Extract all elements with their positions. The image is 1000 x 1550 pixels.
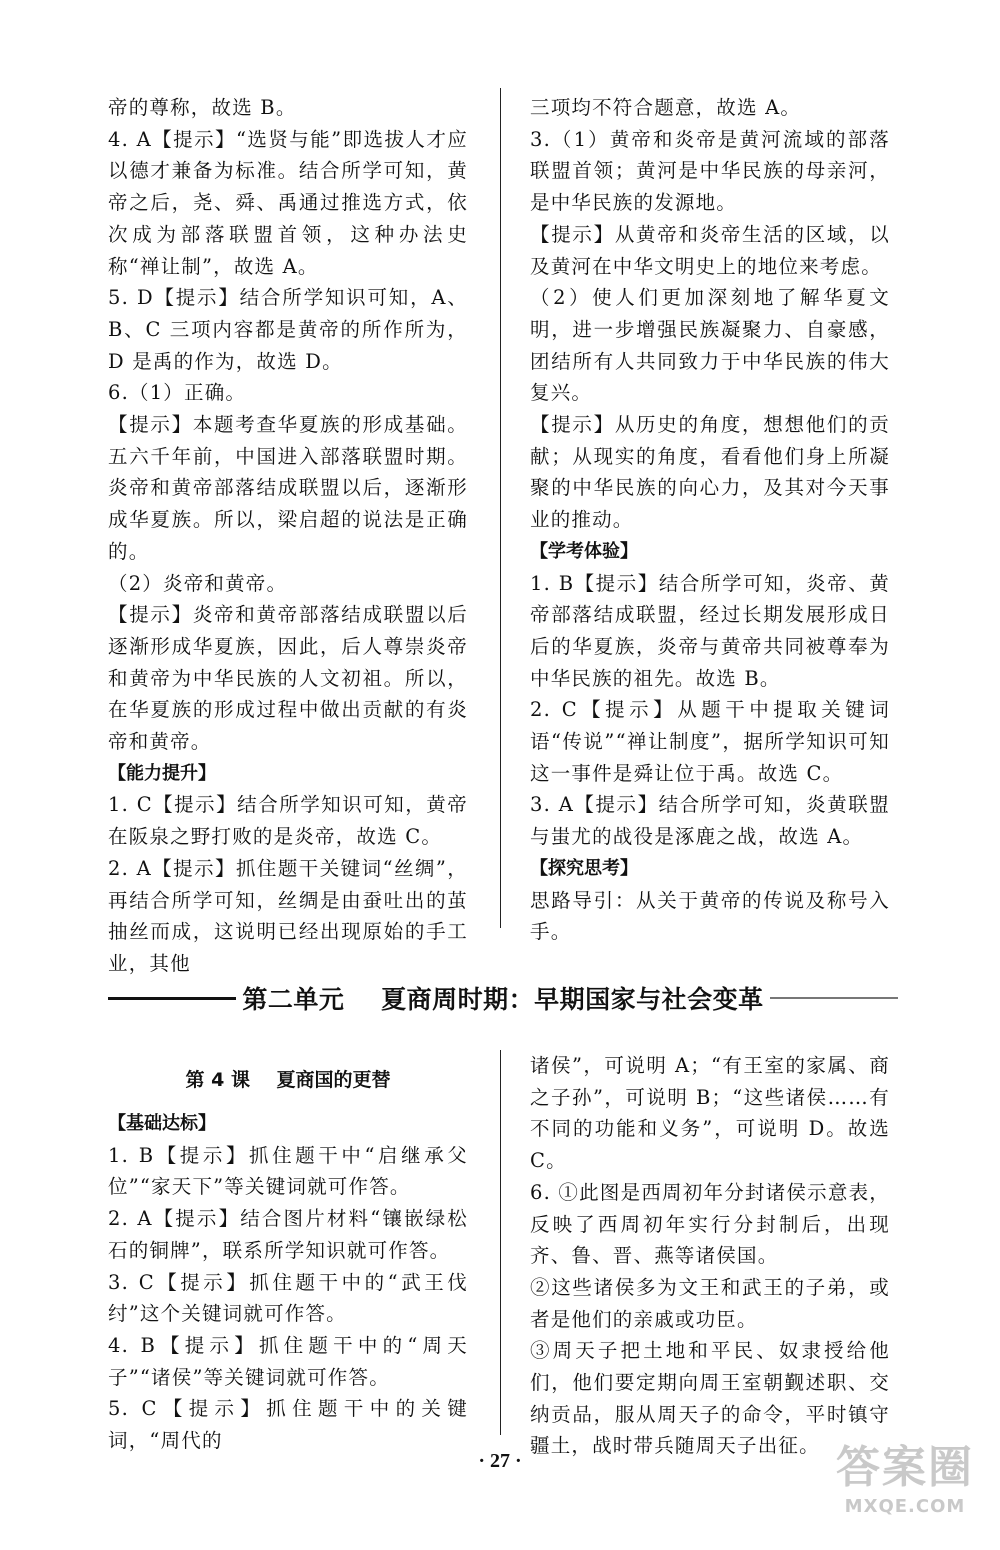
column-divider-bottom xyxy=(500,1050,501,1435)
lesson-title: 第 4 课 夏商国的更替 xyxy=(185,1069,391,1091)
right-column-top xyxy=(530,92,890,948)
heading-rule-left xyxy=(108,997,236,1000)
section-heading: 【探究思考】 xyxy=(530,857,638,879)
paragraph: ②这些诸侯多为文王和武王的子弟，或者是他们的亲戚或功臣。 xyxy=(530,1275,890,1331)
paragraph: 6. ①此图是西周初年分封诸侯示意表，反映了西周初年实行分封制后，出现齐、鲁、晋、燕等诸侯国。 xyxy=(530,1180,890,1268)
watermark-text: 答案圈 xyxy=(836,1442,974,1493)
paragraph: ③周天子把土地和平民、奴隶授给他们，他们要定期向周王室朝觐述职、交纳贡品，服从周天子的命令，平时镇守疆土，战时带兵随周天子出征。 xyxy=(530,1339,890,1458)
unit-heading xyxy=(108,978,898,1018)
section-heading: 【能力提升】 xyxy=(108,762,216,784)
section-heading: 【基础达标】 xyxy=(108,1113,216,1134)
column-divider-top xyxy=(500,88,501,928)
unit-title: 第二单元 夏商周时期：早期国家与社会变革 xyxy=(242,985,764,1014)
paragraph: （2）使人们更加深刻地了解华夏文明，进一步增强民族凝聚力、自豪感，团结所有人共同致力于中华民族的伟大复兴。 xyxy=(530,286,890,405)
paragraph: 5. C【提示】抓住题干中的关键词，“周代的 xyxy=(108,1397,468,1453)
paragraph: 帝的尊称，故选 B。 xyxy=(108,96,297,119)
paragraph: 6.（1）正确。 xyxy=(108,381,247,405)
left-column-top xyxy=(108,92,468,980)
paragraph: 诸侯”，可说明 A；“有王室的家属、商之子孙”，可说明 B；“这些诸侯……有不同的功能和义务”，可说明 D。故选 C。 xyxy=(530,1054,890,1173)
watermark-url: MXQE.COM xyxy=(844,1496,966,1517)
paragraph: 5. D【提示】结合所学知识可知，A、B、C 三项内容都是黄帝的所作所为，D 是禹的作为，故选 D。 xyxy=(108,286,468,373)
left-column-bottom xyxy=(108,1064,468,1457)
paragraph: 2. C【提示】从题干中提取关键词语“传说”“禅让制度”，据所学知识可知这一事件是舜让位于禹。故选 C。 xyxy=(530,698,890,785)
paragraph: 【提示】从黄帝和炎帝生活的区域，以及黄河在中华文明史上的地位来考虑。 xyxy=(530,222,890,278)
paragraph: （2）炎帝和黄帝。 xyxy=(108,571,288,595)
watermark-logo xyxy=(820,1440,990,1540)
paragraph: 【提示】炎帝和黄帝部落结成联盟以后逐渐形成华夏族，因此，后人尊崇炎帝和黄帝为中华民族的人文初祖。所以，在华夏族的形成过程中做出贡献的有炎帝和黄帝。 xyxy=(108,603,468,754)
paragraph: 三项均不符合题意，故选 A。 xyxy=(530,96,802,119)
paragraph: 2. A【提示】抓住题干关键词“丝绸”，再结合所学可知，丝绸是由蚕吐出的茧抽丝而成，这说明已经出现原始的手工业，其他 xyxy=(108,856,468,975)
paragraph: 4. B【提示】抓住题干中的“周天子”“诸侯”等关键词就可作答。 xyxy=(108,1333,468,1389)
paragraph: 3. C【提示】抓住题干中的“武王伐纣”这个关键词就可作答。 xyxy=(108,1270,468,1326)
paragraph: 4. A【提示】“选贤与能”即选拔人才应以德才兼备为标准。结合所学可知，黄帝之后，尧、舜、禹通过推选方式，依次成为部落联盟首领，这种办法史称“禅让制”，故选 A。 xyxy=(108,127,468,278)
right-column-bottom xyxy=(530,1050,890,1462)
section-heading: 【学考体验】 xyxy=(530,540,638,562)
paragraph: 1. B【提示】抓住题干中“启继承父位”“家天下”等关键词就可作答。 xyxy=(108,1143,468,1199)
paragraph: 2. A【提示】结合图片材料“镶嵌绿松石的铜牌”，联系所学知识就可作答。 xyxy=(108,1207,468,1262)
paragraph: 【提示】本题考查华夏族的形成基础。五六千年前，中国进入部落联盟时期。炎帝和黄帝部落结成联盟以后，逐渐形成华夏族。所以，梁启超的说法是正确的。 xyxy=(108,413,468,563)
paragraph: 3.（1）黄帝和炎帝是黄河流域的部落联盟首领；黄河是中华民族的母亲河，是中华民族的发源地。 xyxy=(530,127,890,215)
paragraph: 【提示】从历史的角度，想想他们的贡献；从现实的角度，看看他们身上所凝聚的中华民族的向心力，及其对今天事业的推动。 xyxy=(530,413,890,532)
paragraph: 3. A【提示】结合所学可知，炎黄联盟与蚩尤的战役是涿鹿之战，故选 A。 xyxy=(530,793,890,849)
paragraph: 1. C【提示】结合所学知识可知，黄帝在阪泉之野打败的是炎帝，故选 C。 xyxy=(108,793,468,849)
heading-rule-right xyxy=(770,997,898,999)
page-number: · 27 · xyxy=(478,1450,522,1472)
paragraph: 思路导引：从关于黄帝的传说及称号入手。 xyxy=(530,888,890,944)
paragraph: 1. B【提示】结合所学可知，炎帝、黄帝部落结成联盟，经过长期发展形成日后的华夏族，炎帝与黄帝共同被尊奉为中华民族的祖先。故选 B。 xyxy=(530,571,890,690)
